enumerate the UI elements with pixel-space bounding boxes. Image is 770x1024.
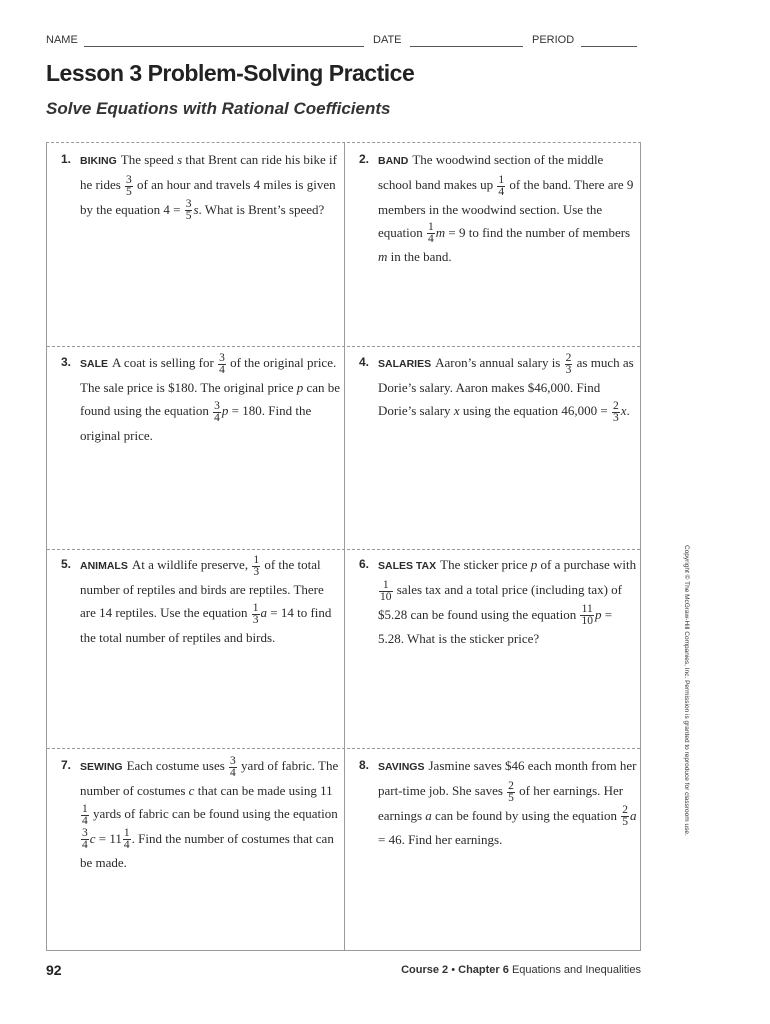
problem-number: 4.: [359, 355, 370, 369]
variable: m: [378, 249, 388, 265]
problem-text: = 180. Find the original price.: [80, 403, 312, 443]
variable: c: [188, 783, 195, 798]
problem-text: of a purchase with: [537, 557, 637, 572]
problem-text: as much as Dorie’s salary. Aaron makes $46,000. Find Dorie’s salary: [378, 355, 634, 418]
problem-text: . What is Brent’s speed?: [198, 201, 325, 217]
variable: p: [530, 557, 538, 572]
problem-text: Jasmine saves $46 each month from her part-time job. She saves: [378, 758, 637, 798]
problem-text: can be found by using the equation: [431, 807, 621, 823]
problem-text: of the band. There are 9 members in the woodwind section. Use the equation: [378, 177, 634, 240]
fraction: $\frac{1}{10}$: [380, 578, 392, 603]
problem-text: in the band.: [387, 249, 452, 265]
problem-keyword: SEWING: [80, 761, 123, 773]
fraction: $\frac{3}{5}$: [126, 173, 132, 198]
problem-number: 3.: [61, 355, 72, 369]
row-divider: [47, 346, 640, 347]
name-blank[interactable]: [84, 46, 364, 47]
problem-text: = 9 to find the number of members: [445, 224, 631, 240]
fraction: $\frac{3}{5}$: [185, 198, 192, 223]
problem-text: At a wildlife preserve,: [131, 557, 252, 572]
fraction: $\frac{3}{4}$: [230, 754, 236, 779]
problem-8: [359, 754, 639, 851]
name-label: NAME: [46, 34, 78, 46]
problem-text: The woodwind section of the middle school band makes up: [378, 152, 604, 192]
problem-text: of the original price. The sale price is $180. The original price: [80, 355, 337, 395]
period-label: PERIOD: [532, 34, 575, 46]
variable: p: [296, 380, 304, 395]
problem-text: that can be made using 11: [194, 783, 333, 798]
fraction: $\frac{3}{4}$: [214, 399, 220, 424]
variable: x: [453, 403, 460, 418]
problem-text: that Brent can ride his bike if he rides: [80, 152, 337, 192]
problem-number: 1.: [61, 152, 72, 166]
row-divider: [47, 549, 640, 550]
problem-6: [359, 553, 639, 650]
problem-keyword: BIKING: [80, 155, 117, 167]
variable: x: [620, 403, 627, 418]
footer-bullet: •: [451, 964, 456, 976]
problem-7: [61, 754, 341, 874]
problem-keyword: SALARIES: [378, 358, 432, 370]
problem-number: 5.: [61, 557, 72, 571]
fraction: $\frac{3}{4}$: [82, 827, 88, 852]
variable: p: [594, 606, 602, 622]
variable: s: [177, 152, 183, 167]
page-subtitle: Solve Equations with Rational Coefficients: [46, 99, 391, 118]
problem-text: sales tax and a total price (including tax) of $5.28 can be found using the equation: [378, 582, 623, 622]
problem-text: The speed: [120, 152, 178, 167]
problem-number: 2.: [359, 152, 370, 166]
chapter-label: Chapter 6: [458, 964, 509, 976]
problem-keyword: BAND: [378, 155, 409, 167]
variable: c: [89, 830, 96, 846]
period-blank[interactable]: [581, 46, 637, 47]
problem-4: [359, 351, 639, 424]
problem-text: = 5.28. What is the sticker price?: [378, 606, 613, 647]
problem-keyword: SALES TAX: [378, 560, 437, 572]
student-info-header: [46, 34, 646, 50]
problem-number: 6.: [359, 557, 370, 571]
fraction: $\frac{2}{5}$: [622, 804, 629, 829]
problem-keyword: SALE: [80, 358, 109, 370]
problem-keyword: ANIMALS: [80, 560, 128, 572]
problem-grid: [46, 142, 641, 951]
fraction: $\frac{1}{3}$: [253, 553, 260, 578]
fraction: $\frac{1}{4}$: [428, 221, 434, 246]
variable: a: [630, 807, 637, 823]
problem-text: The sticker price: [440, 557, 531, 572]
variable: a: [425, 807, 432, 823]
variable: p: [221, 403, 229, 418]
problem-text: Aaron’s annual salary is: [435, 355, 564, 370]
fraction: $\frac{3}{4}$: [219, 351, 225, 376]
page-number: 92: [46, 962, 62, 978]
course-label: Course 2: [401, 964, 449, 976]
problem-keyword: SAVINGS: [378, 761, 425, 773]
variable: m: [435, 224, 446, 240]
fraction: $\frac{1}{4}$: [82, 802, 88, 827]
problem-text: = 11: [95, 830, 122, 846]
problem-3: [61, 351, 341, 447]
problem-text: using the equation 46,000 =: [459, 403, 611, 418]
date-blank[interactable]: [410, 46, 523, 47]
fraction: $\frac{2}{3}$: [613, 399, 619, 424]
fraction: $\frac{2}{3}$: [565, 351, 572, 376]
problem-text: = 46. Find her earnings.: [378, 832, 503, 848]
date-label: DATE: [373, 34, 402, 46]
row-divider: [47, 748, 640, 749]
column-divider: [344, 143, 345, 950]
page-title: Lesson 3 Problem-Solving Practice: [46, 60, 415, 86]
problem-text: of an hour and travels 4 miles is given by the equation 4 =: [80, 177, 336, 217]
fraction: $\frac{1}{4}$: [123, 827, 130, 852]
problem-text: of her earnings. Her earnings: [378, 783, 624, 823]
problem-text: Each costume uses: [126, 758, 229, 773]
chapter-title: Equations and Inequalities: [511, 964, 641, 976]
fraction: $\frac{1}{4}$: [498, 173, 505, 198]
course-footer: [401, 964, 641, 976]
fraction: $\frac{11}{10}$: [581, 603, 593, 628]
problem-number: 8.: [359, 758, 370, 772]
fraction: $\frac{1}{3}$: [252, 601, 259, 626]
variable: a: [260, 605, 267, 620]
problem-1: [61, 148, 341, 222]
problem-text: yards of fabric can be found using the equation: [89, 806, 338, 821]
problem-text: yard of fabric. The number of costumes: [80, 758, 339, 798]
problem-text: can be found using the equation: [80, 380, 341, 418]
problem-5: [61, 553, 341, 649]
problem-text: of the total number of reptiles and birds are reptiles. There are 14 reptiles. Use the equation: [80, 557, 324, 620]
problem-text: = 14 to find the total number of reptiles and birds.: [80, 605, 332, 645]
problem-text: . Find the number of costumes that can be made.: [80, 830, 334, 871]
problem-number: 7.: [61, 758, 72, 772]
problem-text: .: [626, 403, 630, 418]
problem-2: [359, 148, 639, 268]
variable: s: [193, 201, 199, 217]
problem-text: A coat is selling for: [112, 355, 218, 370]
copyright-notice: Copyright © The McGraw-Hill Companies, Inc. Permission is granted to reproduce for classroom use.: [683, 545, 690, 836]
fraction: $\frac{2}{5}$: [508, 779, 514, 804]
